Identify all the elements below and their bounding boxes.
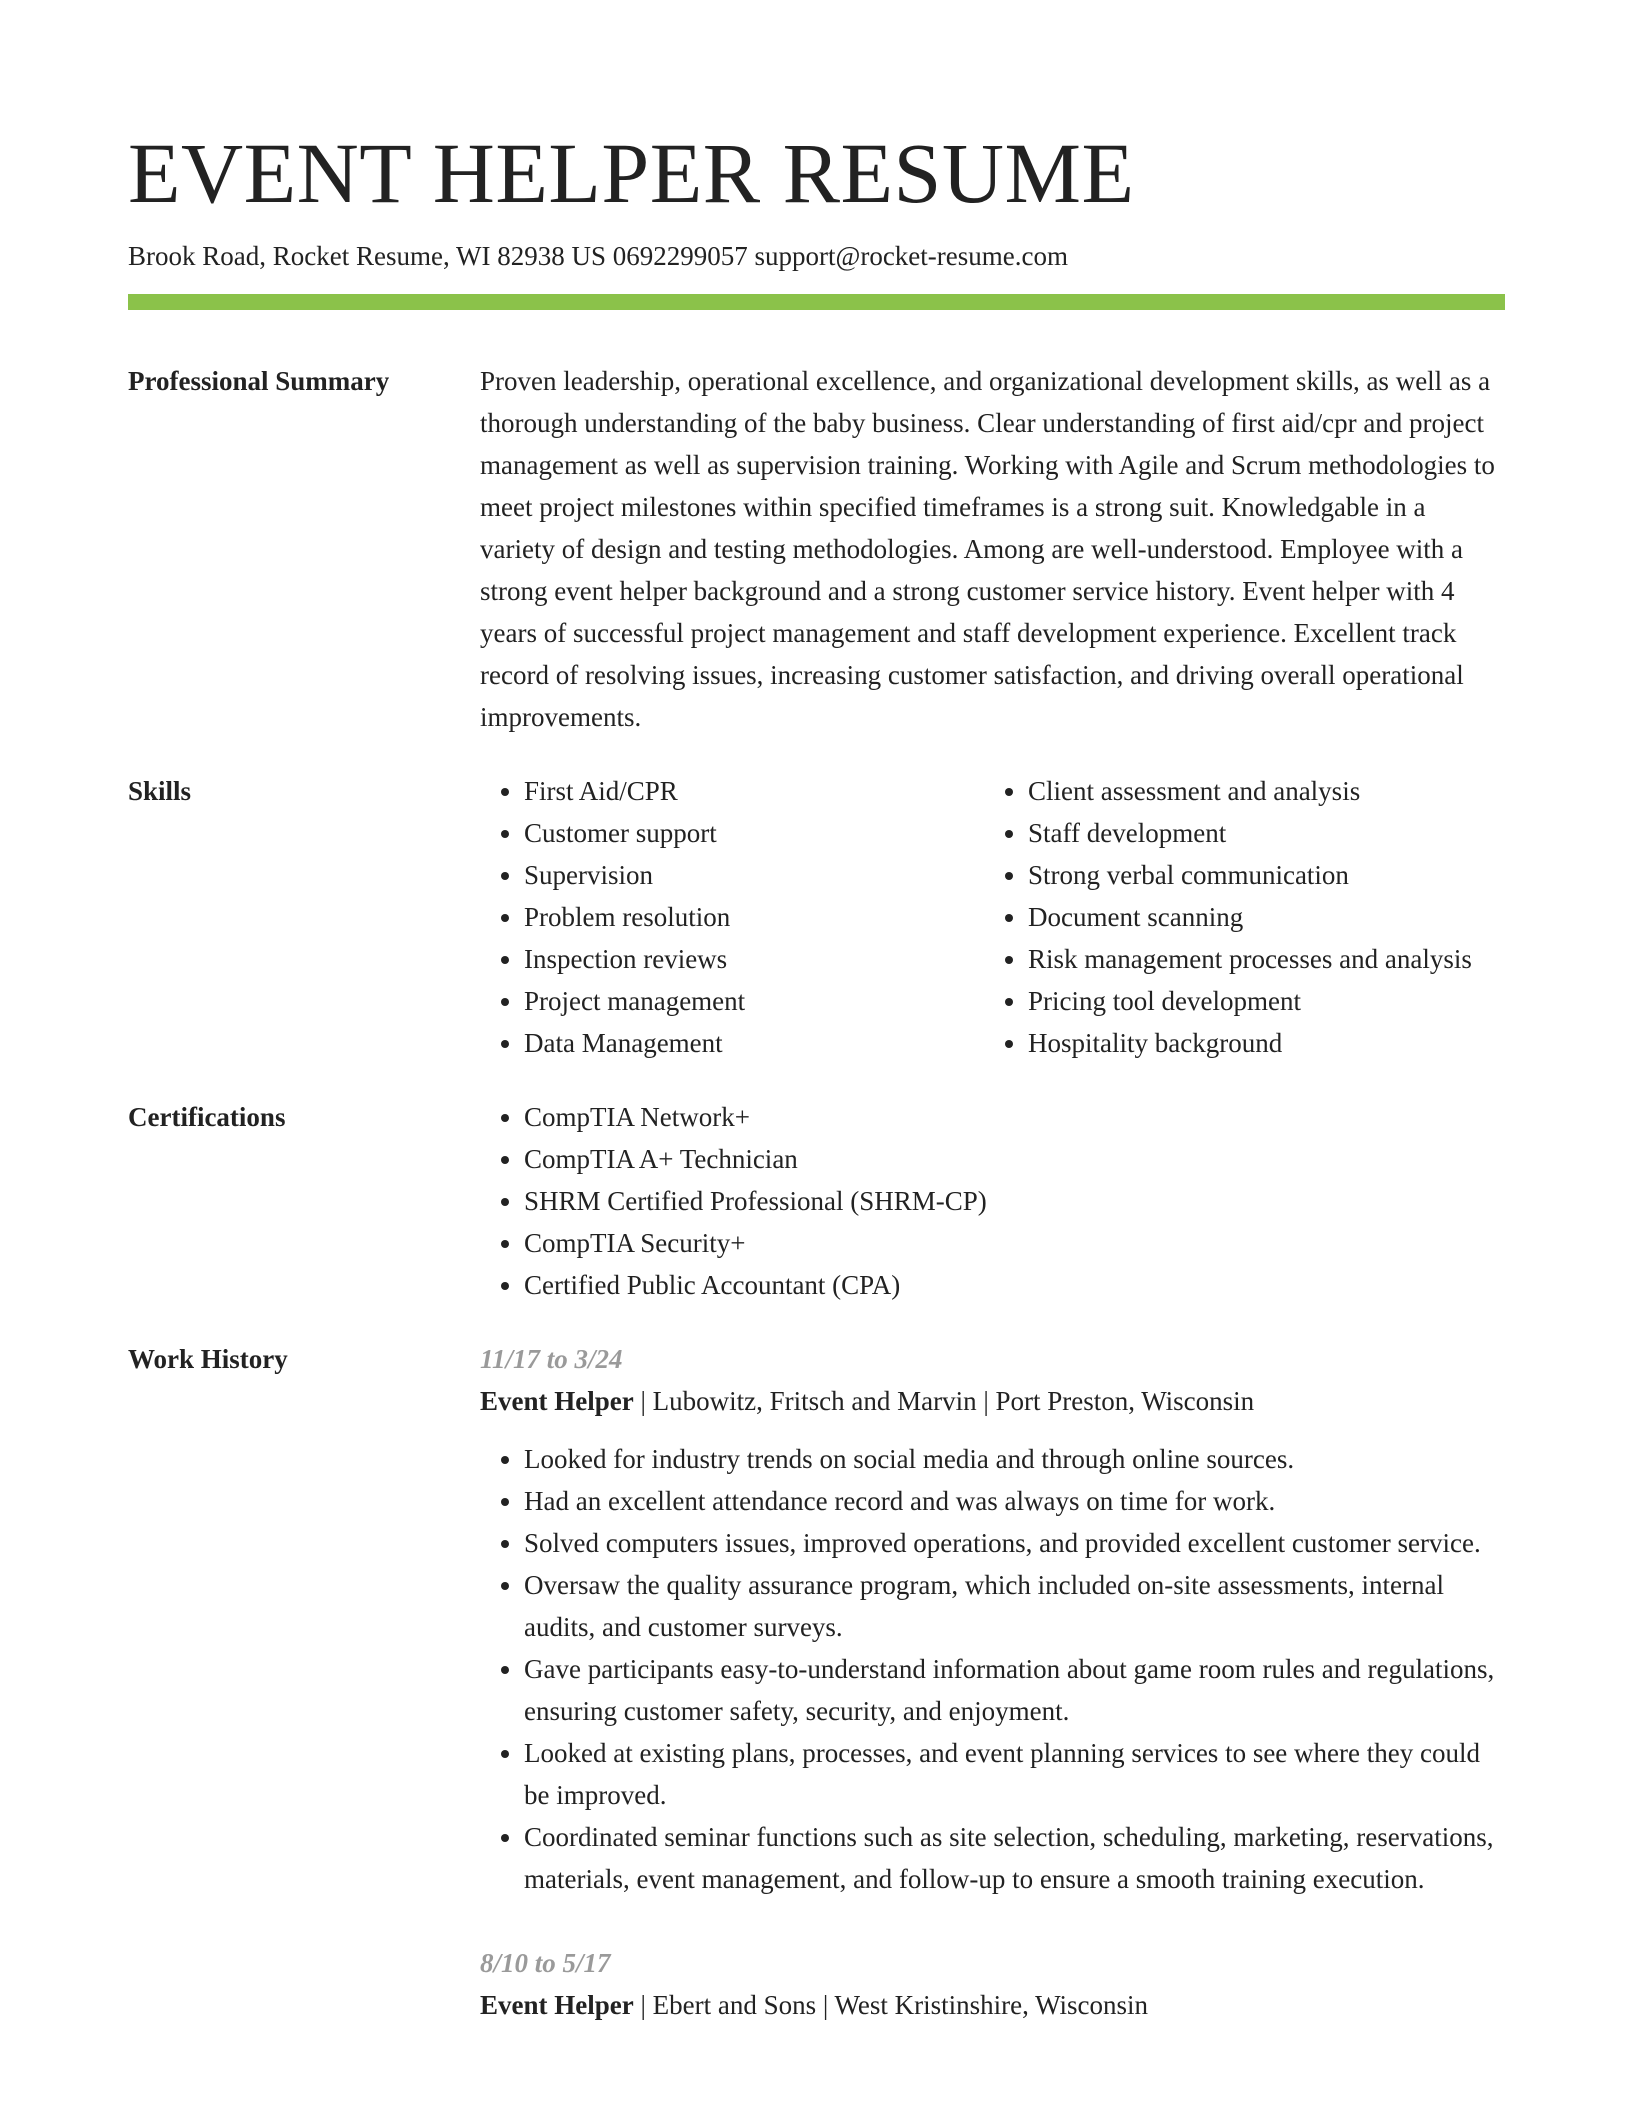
skills-section — [128, 770, 1505, 1064]
job-duty-item: • Gave participants easy-to-understand information about game room rules and regulations, ensuring customer safety, security, and enjoyment. — [524, 1648, 1505, 1732]
skill-item: • Pricing tool development — [1028, 980, 1505, 1022]
resume-title: EVENT HELPER RESUME — [128, 125, 1135, 221]
job-duty-item: • Solved computers issues, improved operations, and provided excellent customer service. — [524, 1522, 1505, 1564]
job-employer-location: | Lubowitz, Fritsch and Marvin | Port Preston, Wisconsin — [633, 1386, 1255, 1416]
section-label-certifications: Certifications — [128, 1102, 286, 1132]
certifications-body — [480, 1096, 1505, 1306]
skill-item: • Data Management — [524, 1022, 984, 1064]
skill-item: • Inspection reviews — [524, 938, 984, 980]
summary-body — [480, 360, 1505, 738]
skill-item: • Staff development — [1028, 812, 1505, 854]
resume-page — [128, 0, 1505, 2026]
job-heading — [480, 1984, 1505, 2026]
summary-section — [128, 360, 1505, 738]
job-dates: 11/17 to 3/24 — [480, 1344, 623, 1374]
skill-item: • Problem resolution — [524, 896, 984, 938]
job-duty-item: • Oversaw the quality assurance program, which included on-site assessments, internal audits, and customer surveys. — [524, 1564, 1505, 1648]
section-label-skills: Skills — [128, 776, 192, 806]
certification-item: • CompTIA Network+ — [524, 1096, 1505, 1138]
skill-item: • Supervision — [524, 854, 984, 896]
job-duty-item: • Looked for industry trends on social media and through online sources. — [524, 1438, 1505, 1480]
skill-item: • Strong verbal communication — [1028, 854, 1505, 896]
job-title: Event Helper — [480, 1990, 634, 2020]
skill-item: • Document scanning — [1028, 896, 1505, 938]
skill-item: • Hospitality background — [1028, 1022, 1505, 1064]
contact-line: Brook Road, Rocket Resume, WI 82938 US 0692299057 support@rocket-resume.com — [128, 241, 1068, 271]
section-label-summary: Professional Summary — [128, 366, 390, 396]
skills-list-left — [480, 770, 984, 1064]
job-duties-list — [480, 1438, 1505, 1900]
work-history-body — [480, 1338, 1505, 2026]
job-title: Event Helper — [480, 1386, 634, 1416]
accent-divider — [128, 294, 1505, 310]
section-label-work-history: Work History — [128, 1344, 288, 1374]
job-duty-item: • Coordinated seminar functions such as site selection, scheduling, marketing, reservations, materials, event management, and follow-up to ensure a smooth training execution. — [524, 1816, 1505, 1900]
skills-columns — [480, 770, 1505, 1064]
work-history-section — [128, 1338, 1505, 2026]
certifications-list — [480, 1096, 1505, 1306]
job-employer-location: | Ebert and Sons | West Kristinshire, Wisconsin — [633, 1990, 1148, 2020]
job-dates: 8/10 to 5/17 — [480, 1948, 611, 1978]
skill-item: • Customer support — [524, 812, 984, 854]
job-duty-item: • Looked at existing plans, processes, and event planning services to see where they could be improved. — [524, 1732, 1505, 1816]
skill-item: • Risk management processes and analysis — [1028, 938, 1505, 980]
certifications-section — [128, 1096, 1505, 1306]
skill-item: • Client assessment and analysis — [1028, 770, 1505, 812]
job-entry — [480, 1942, 1505, 2026]
job-heading — [480, 1380, 1505, 1422]
certification-item: • CompTIA A+ Technician — [524, 1138, 1505, 1180]
job-entry — [480, 1338, 1505, 1900]
certification-item: • Certified Public Accountant (CPA) — [524, 1264, 1505, 1306]
skills-column-right — [984, 770, 1505, 1064]
skills-column-left — [480, 770, 984, 1064]
skill-item: • First Aid/CPR — [524, 770, 984, 812]
skill-item: • Project management — [524, 980, 984, 1022]
skills-list-right — [984, 770, 1505, 1064]
certification-item: • CompTIA Security+ — [524, 1222, 1505, 1264]
certification-item: • SHRM Certified Professional (SHRM-CP) — [524, 1180, 1505, 1222]
summary-text: Proven leadership, operational excellence, and organizational development skills, as well as a thorough understanding of the baby business. Clear understanding of first aid/cpr and project management as well as supervision training. Working with Agile and Scrum methodologies to meet project milestones within specified timeframes is a strong suit. Knowledgable in a variety of design and testing methodologies. Among are well-understood. Employee with a strong event helper background and a strong customer service history. Event helper with 4 years of successful project management and staff development experience. Excellent track record of resolving issues, increasing customer satisfaction, and driving overall operational improvements. — [480, 366, 1495, 732]
job-duty-item: • Had an excellent attendance record and was always on time for work. — [524, 1480, 1505, 1522]
